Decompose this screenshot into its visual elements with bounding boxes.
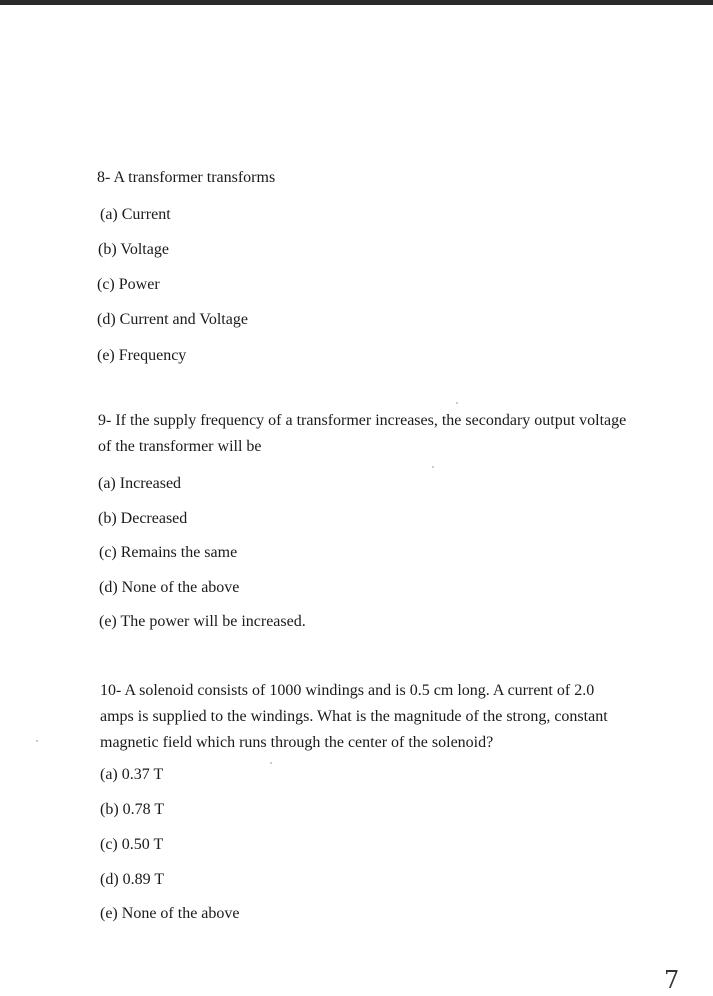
- stem-line: of the transformer will be: [98, 438, 262, 455]
- answer-option-e: (e) The power will be increased.: [99, 613, 306, 630]
- question-stem: [100, 678, 608, 756]
- stem-line: 8- A transformer transforms: [97, 169, 276, 186]
- scan-speck: [432, 466, 434, 468]
- answer-option-b: (b) Voltage: [98, 241, 169, 258]
- answer-option-a: (a) Increased: [98, 475, 182, 492]
- question-stem: [98, 408, 626, 460]
- answer-option-c: (c) 0.50 T: [100, 836, 164, 853]
- stem-line: 9- If the supply frequency of a transformer increases, the secondary output voltage: [98, 412, 627, 429]
- scan-speck: [456, 402, 458, 404]
- question-stem: [97, 165, 275, 191]
- answer-option-e: (e) None of the above: [100, 905, 240, 922]
- answer-option-a: (a) 0.37 T: [100, 766, 164, 783]
- answer-option-c: (c) Remains the same: [99, 544, 238, 561]
- answer-option-e: (e) Frequency: [97, 347, 187, 364]
- answer-option-d: (d) 0.89 T: [100, 871, 165, 888]
- answer-option-d: (d) Current and Voltage: [97, 311, 248, 328]
- answer-option-b: (b) Decreased: [98, 510, 188, 527]
- stem-line: 10- A solenoid consists of 1000 windings and is 0.5 cm long. A current of 2.0: [100, 682, 595, 699]
- page-number: 7: [664, 966, 680, 994]
- answer-option-d: (d) None of the above: [99, 579, 240, 596]
- scan-speck: [36, 740, 38, 742]
- stem-line: magnetic field which runs through the center of the solenoid?: [100, 734, 494, 751]
- answer-option-c: (c) Power: [97, 276, 160, 293]
- answer-option-b: (b) 0.78 T: [100, 801, 165, 818]
- scan-speck: [270, 762, 272, 764]
- answer-option-a: (a) Current: [100, 206, 171, 223]
- stem-line: amps is supplied to the windings. What is the magnitude of the strong, constant: [100, 708, 608, 725]
